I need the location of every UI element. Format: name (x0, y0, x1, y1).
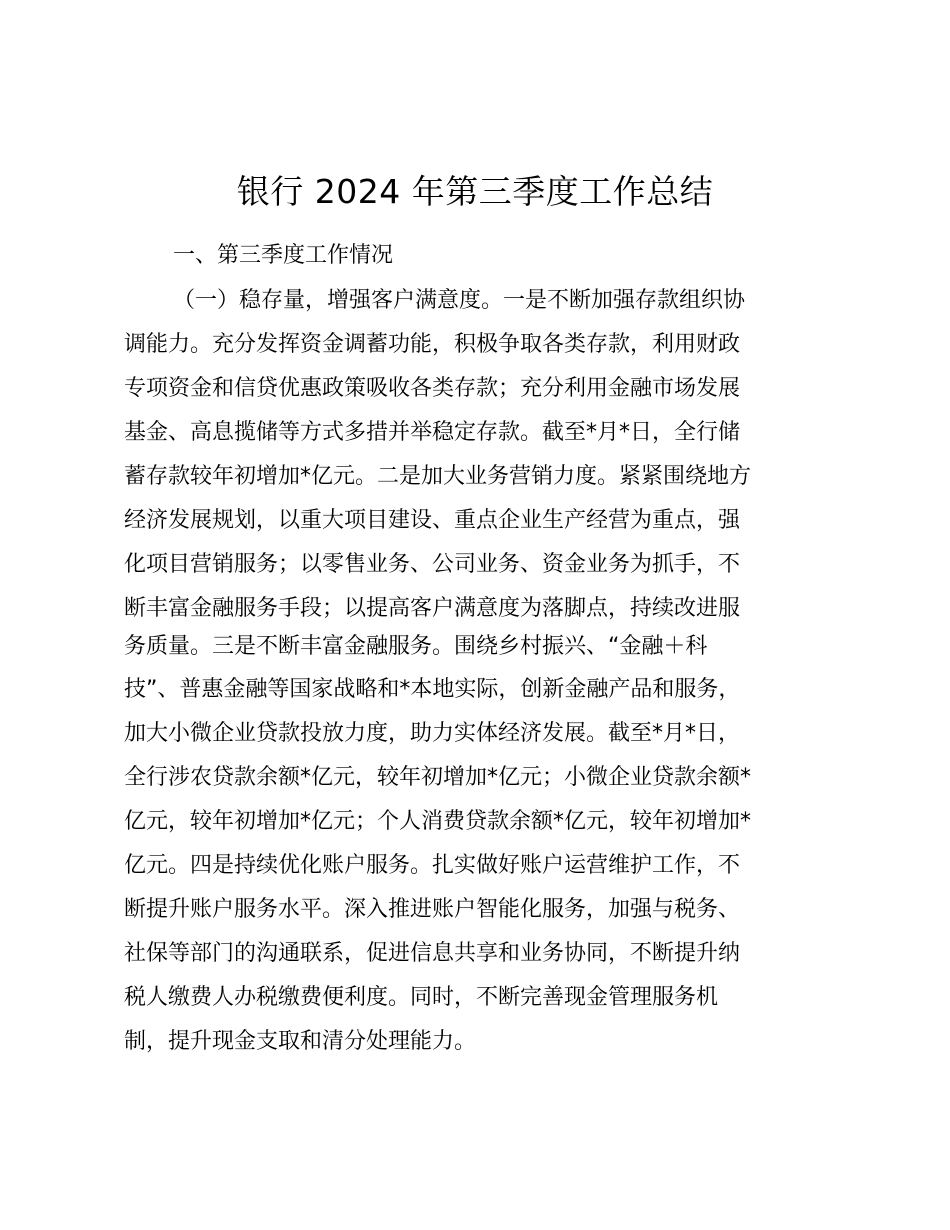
paragraph-line: 加大小微企业贷款投放力度，助力实体经济发展。截至*月*日， (124, 721, 741, 746)
paragraph-line: 基金、高息揽储等方式多措并举稳定存款。截至*月*日，全行储 (124, 420, 741, 445)
paragraph-line: 亿元。四是持续优化账户服务。扎实做好账户运营维护工作，不 (124, 853, 741, 878)
paragraph-line: 务质量。三是不断丰富金融服务。围绕乡村振兴、“金融＋科 (124, 634, 708, 659)
section-heading: 一、第三季度工作情况 (173, 243, 394, 268)
paragraph-line: 税人缴费人办税缴费便利度。同时，不断完善现金管理服务机 (124, 985, 719, 1010)
paragraph-line: 制，提升现金支取和清分处理能力。 (124, 1029, 477, 1054)
paragraph-line: 经济发展规划，以重大项目建设、重点企业生产经营为重点，强 (124, 508, 741, 533)
paragraph-line: 技”、普惠金融等国家战略和*本地实际，创新金融产品和服务， (124, 677, 741, 702)
paragraph-line: 调能力。充分发挥资金调蓄功能，积极争取各类存款，利用财政 (124, 332, 741, 357)
document-title: 银行 2024 年第三季度工作总结 (236, 172, 714, 211)
paragraph-line: 专项资金和信贷优惠政策吸收各类存款；充分利用金融市场发展 (124, 376, 741, 401)
paragraph-line: 社保等部门的沟通联系，促进信息共享和业务协同，不断提升纳 (124, 941, 741, 966)
paragraph-line: （一）稳存量，增强客户满意度。一是不断加强存款组织协 (173, 288, 746, 313)
paragraph-line: 全行涉农贷款余额*亿元，较年初增加*亿元；小微企业贷款余额* (124, 765, 752, 790)
paragraph-line: 化项目营销服务；以零售业务、公司业务、资金业务为抓手，不 (124, 552, 741, 577)
paragraph-line: 亿元，较年初增加*亿元；个人消费贷款余额*亿元，较年初增加* (124, 809, 752, 834)
paragraph-line: 蓄存款较年初增加*亿元。二是加大业务营销力度。紧紧围绕地方 (124, 464, 752, 489)
paragraph-line: 断丰富金融服务手段；以提高客户满意度为落脚点，持续改进服 (124, 596, 741, 621)
paragraph-line: 断提升账户服务水平。深入推进账户智能化服务，加强与税务、 (124, 897, 741, 922)
